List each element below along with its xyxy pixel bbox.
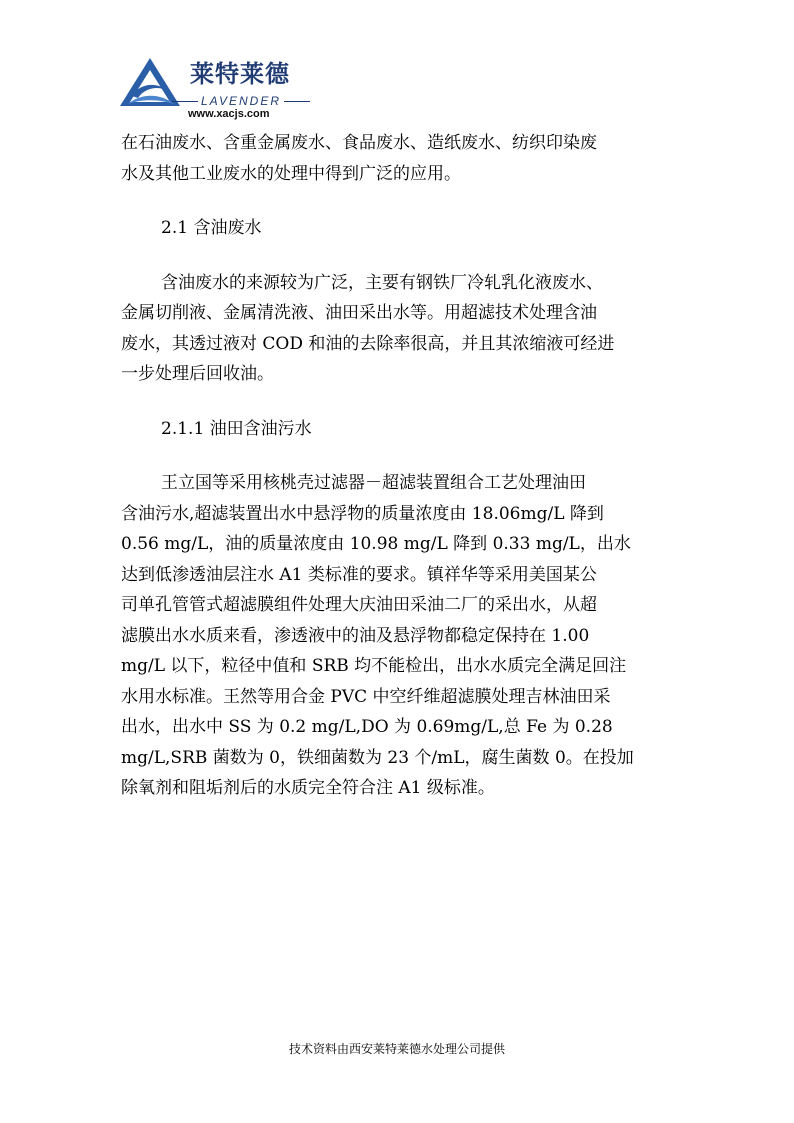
brand-name-cn: 莱特莱德	[190, 60, 290, 88]
section-heading-2-1-1: 2.1.1 油田含油污水	[161, 418, 312, 439]
paragraph-line: 金属切削液、金属清洗液、油田采出水等。用超滤技术处理含油	[121, 303, 597, 323]
paragraph-line: 司单孔管管式超滤膜组件处理大庆油田采油二厂的采出水，从超	[121, 595, 597, 615]
document-header	[118, 50, 318, 122]
paragraph-line: 达到低渗透油层注水 A1 类标准的要求。镇祥华等采用美国某公	[121, 564, 597, 585]
intro-line-2: 水及其他工业废水的处理中得到广泛的应用。	[121, 163, 461, 184]
brand-name-en: LAVENDER	[166, 94, 316, 108]
paragraph-line: mg/L 以下，粒径中值和 SRB 均不能检出，出水水质完全满足回注	[121, 656, 627, 676]
paragraph-line: 废水，其透过液对 COD 和油的去除率很高，并且其浓缩液可经进	[121, 333, 615, 354]
paragraph-line: 除氧剂和阻垢剂后的水质完全符合注 A1 级标准。	[121, 778, 495, 798]
paragraph-line: 含油污水,超滤装置出水中悬浮物的质量浓度由 18.06mg/L 降到	[121, 503, 604, 524]
paragraph-line: 含油废水的来源较为广泛，主要有钢铁厂冷轧乳化液废水、	[161, 272, 603, 293]
paragraph-line: 一步处理后回收油。	[121, 364, 274, 384]
paragraph-line: 滤膜出水水质来看，渗透液中的油及悬浮物都稳定保持在 1.00	[121, 625, 590, 646]
intro-line-1: 在石油废水、含重金属废水、食品废水、造纸废水、纺织印染废	[121, 133, 597, 153]
paragraph-line: 0.56 mg/L，油的质量浓度由 10.98 mg/L 降到 0.33 mg/L，出水	[121, 534, 631, 554]
paragraph-line: 王立国等采用核桃壳过滤器－超滤装置组合工艺处理油田	[161, 473, 586, 493]
paragraph-line: mg/L,SRB 菌数为 0，铁细菌数为 23 个/mL，腐生菌数 0。在投加	[121, 747, 634, 768]
document-body	[121, 128, 681, 804]
document-footer: 技术资料由西安莱特莱德水处理公司提供	[288, 1042, 505, 1056]
paragraph-line: 出水，出水中 SS 为 0.2 mg/L,DO 为 0.69mg/L,总 Fe 为 0.28	[121, 717, 613, 737]
paragraph-line: 水用水标准。王然等用合金 PVC 中空纤维超滤膜处理吉林油田采	[121, 686, 611, 707]
brand-url: www.xacjs.com	[188, 108, 270, 120]
section-heading-2-1: 2.1 含油废水	[161, 218, 262, 238]
